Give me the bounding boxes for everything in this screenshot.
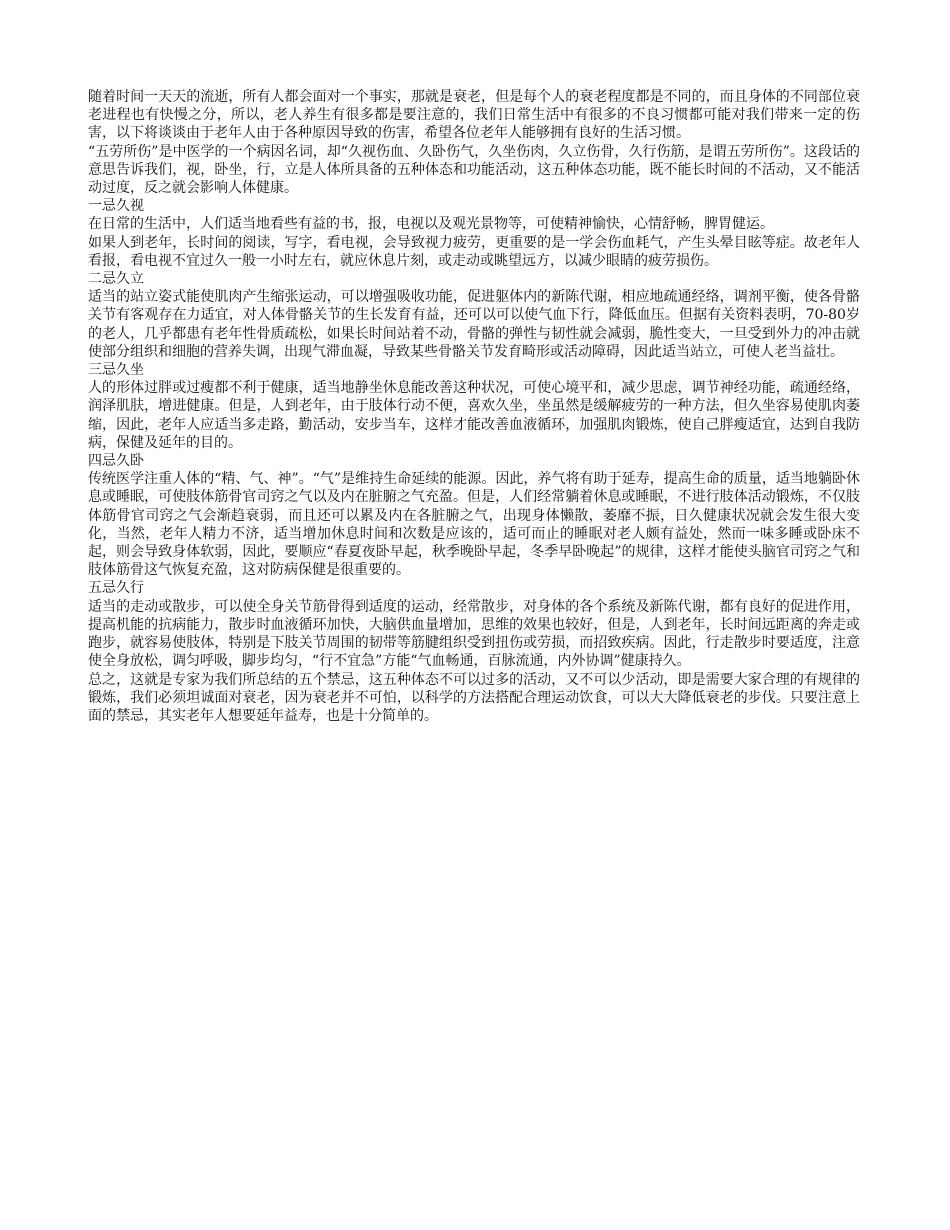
jiuwo-paragraph: 传统医学注重人体的“精、气、神”。“气”是维持生命延续的能源。因此，养气将有助于延寿，提高生命的质量，适当地躺卧休息或睡眠，可使肢体筋骨官司窍之气以及内在脏腑之气充盈。但是，人们经常躺着休息或睡眠，不进行肢体活动锻炼，不仅肢体筋骨官司窍之气会渐趋衰弱，而且还可以累及内在各脏腑之气，出现身体懒散，萎靡不振，日久健康状况就会发生很大变化，当然，老年人精力不济，适当增加休息时间和次数是应该的，适可而止的睡眠对老人颇有益处，然而一味多睡或卧床不起，则会导致身体软弱，因此，要顺应“春夏夜卧早起，秋季晚卧早起，冬季早卧晚起”的规律，这样才能使头脑官司窍之气和肢体筋骨这气恢复充盈，这对防病保健是很重要的。 — [88, 471, 860, 579]
jiuli-paragraph: 适当的站立姿式能使肌肉产生缩张运动，可以增强吸收功能，促进躯体内的新陈代谢，相应地疏通经络，调剂平衡，使各骨骼关节有客观存在力适宜，对人体骨骼关节的生长发育有益，还可以可以使气血下行，降低血压。但据有关资料表明，70-80岁的老人，几乎都患有老年性骨质疏松，如果长时间站着不动，骨骼的弹性与韧性就会减弱，脆性变大，一旦受到外力的冲击就使部分组织和细胞的营养失调，出现气滞血凝，导致某些骨骼关节发育畸形或活动障碍，因此适当站立，可使人老当益壮。 — [88, 289, 860, 360]
section-heading-jiushi: 一忌久视 — [88, 198, 144, 215]
section-heading-jiuwo: 四忌久卧 — [88, 453, 144, 470]
jiushi-paragraph-2: 如果人到老年，长时间的阅读，写字，看电视，会导致视力疲劳，更重要的是一学会伤血耗气，产生头晕目眩等症。故老年人看报，看电视不宜过久一般一小时左右，就应休息片刻，或走动或眺望远方，以减少眼睛的疲劳损伤。 — [88, 234, 860, 269]
jiushi-paragraph-1: 在日常的生活中，人们适当地看些有益的书，报，电视以及观光景物等，可使精神愉快，心情舒畅，脾胃健运。 — [88, 216, 774, 233]
intro-paragraph: 随着时间一天天的流逝，所有人都会面对一个事实，那就是衰老，但是每个人的衰老程度都是不同的，而且身体的不同部位衰老进程也有快慢之分，所以，老人养生有很多都是要注意的，我们日常生活中有很多的不良习惯都可能对我们带来一定的伤害，以下将谈谈由于老年人由于各种原因导致的伤害，希望各位老年人能够拥有良好的生活习惯。 — [88, 89, 860, 142]
jiuxing-paragraph: 适当的走动或散步，可以使全身关节筋骨得到适度的运动，经常散步，对身体的各个系统及新陈代谢，都有良好的促进作用，提高机能的抗病能力，散步时血液循环加快，大脑供血量增加，思维的效果也较好，但是，人到老年，长时间远距离的奔走或跑步，就容易使肢体，特别是下肢关节周围的韧带等筋腱组织受到扭伤或劳损，而招致疾病。因此，行走散步时要适度，注意使全身放松，调匀呼吸，脚步均匀，“行不宜急”方能“气血畅通，百脉流通，内外协调”健康持久。 — [88, 598, 860, 670]
section-heading-jiuzuo: 三忌久坐 — [88, 362, 144, 379]
section-heading-jiuxing: 五忌久行 — [88, 580, 144, 597]
jiuzuo-paragraph: 人的形体过胖或过瘦都不利于健康，适当地静坐休息能改善这种状况，可使心境平和，减少思虑，调节神经功能，疏通经络，润泽肌肤，增进健康。但是，人到老年，由于肢体行动不便，喜欢久坐，坐虽然是缓解疲劳的一种方法，但久坐容易使肌肉萎缩，因此，老年人应适当多走路，勤活动，安步当车，这样才能改善血液循环，加强肌肉锻炼，使自己胖瘦适宜，达到自我防病，保健及延年的目的。 — [88, 380, 860, 451]
wulao-paragraph: “五劳所伤”是中医学的一个病因名词，却“久视伤血、久卧伤气，久坐伤肉，久立伤骨，久行伤筋，是谓五劳所伤”。这段话的意思告诉我们，视，卧坐，行，立是人体所具备的五种体态和功能活动，这五种体态功能，既不能长时间的不活动，又不能活动过度，反之就会影响人体健康。 — [88, 143, 860, 197]
article-body — [88, 88, 860, 725]
conclusion-paragraph: 总之，这就是专家为我们所总结的五个禁忌，这五种体态不可以过多的活动，又不可以少活动，即是需要大家合理的有规律的锻炼，我们必须坦诚面对衰老，因为衰老并不可怕，以科学的方法搭配合理运动饮食，可以大大降低衰老的步伐。只要注意上面的禁忌，其实老年人想要延年益寿，也是十分简单的。 — [88, 671, 860, 724]
section-heading-jiuli: 二忌久立 — [88, 271, 144, 288]
